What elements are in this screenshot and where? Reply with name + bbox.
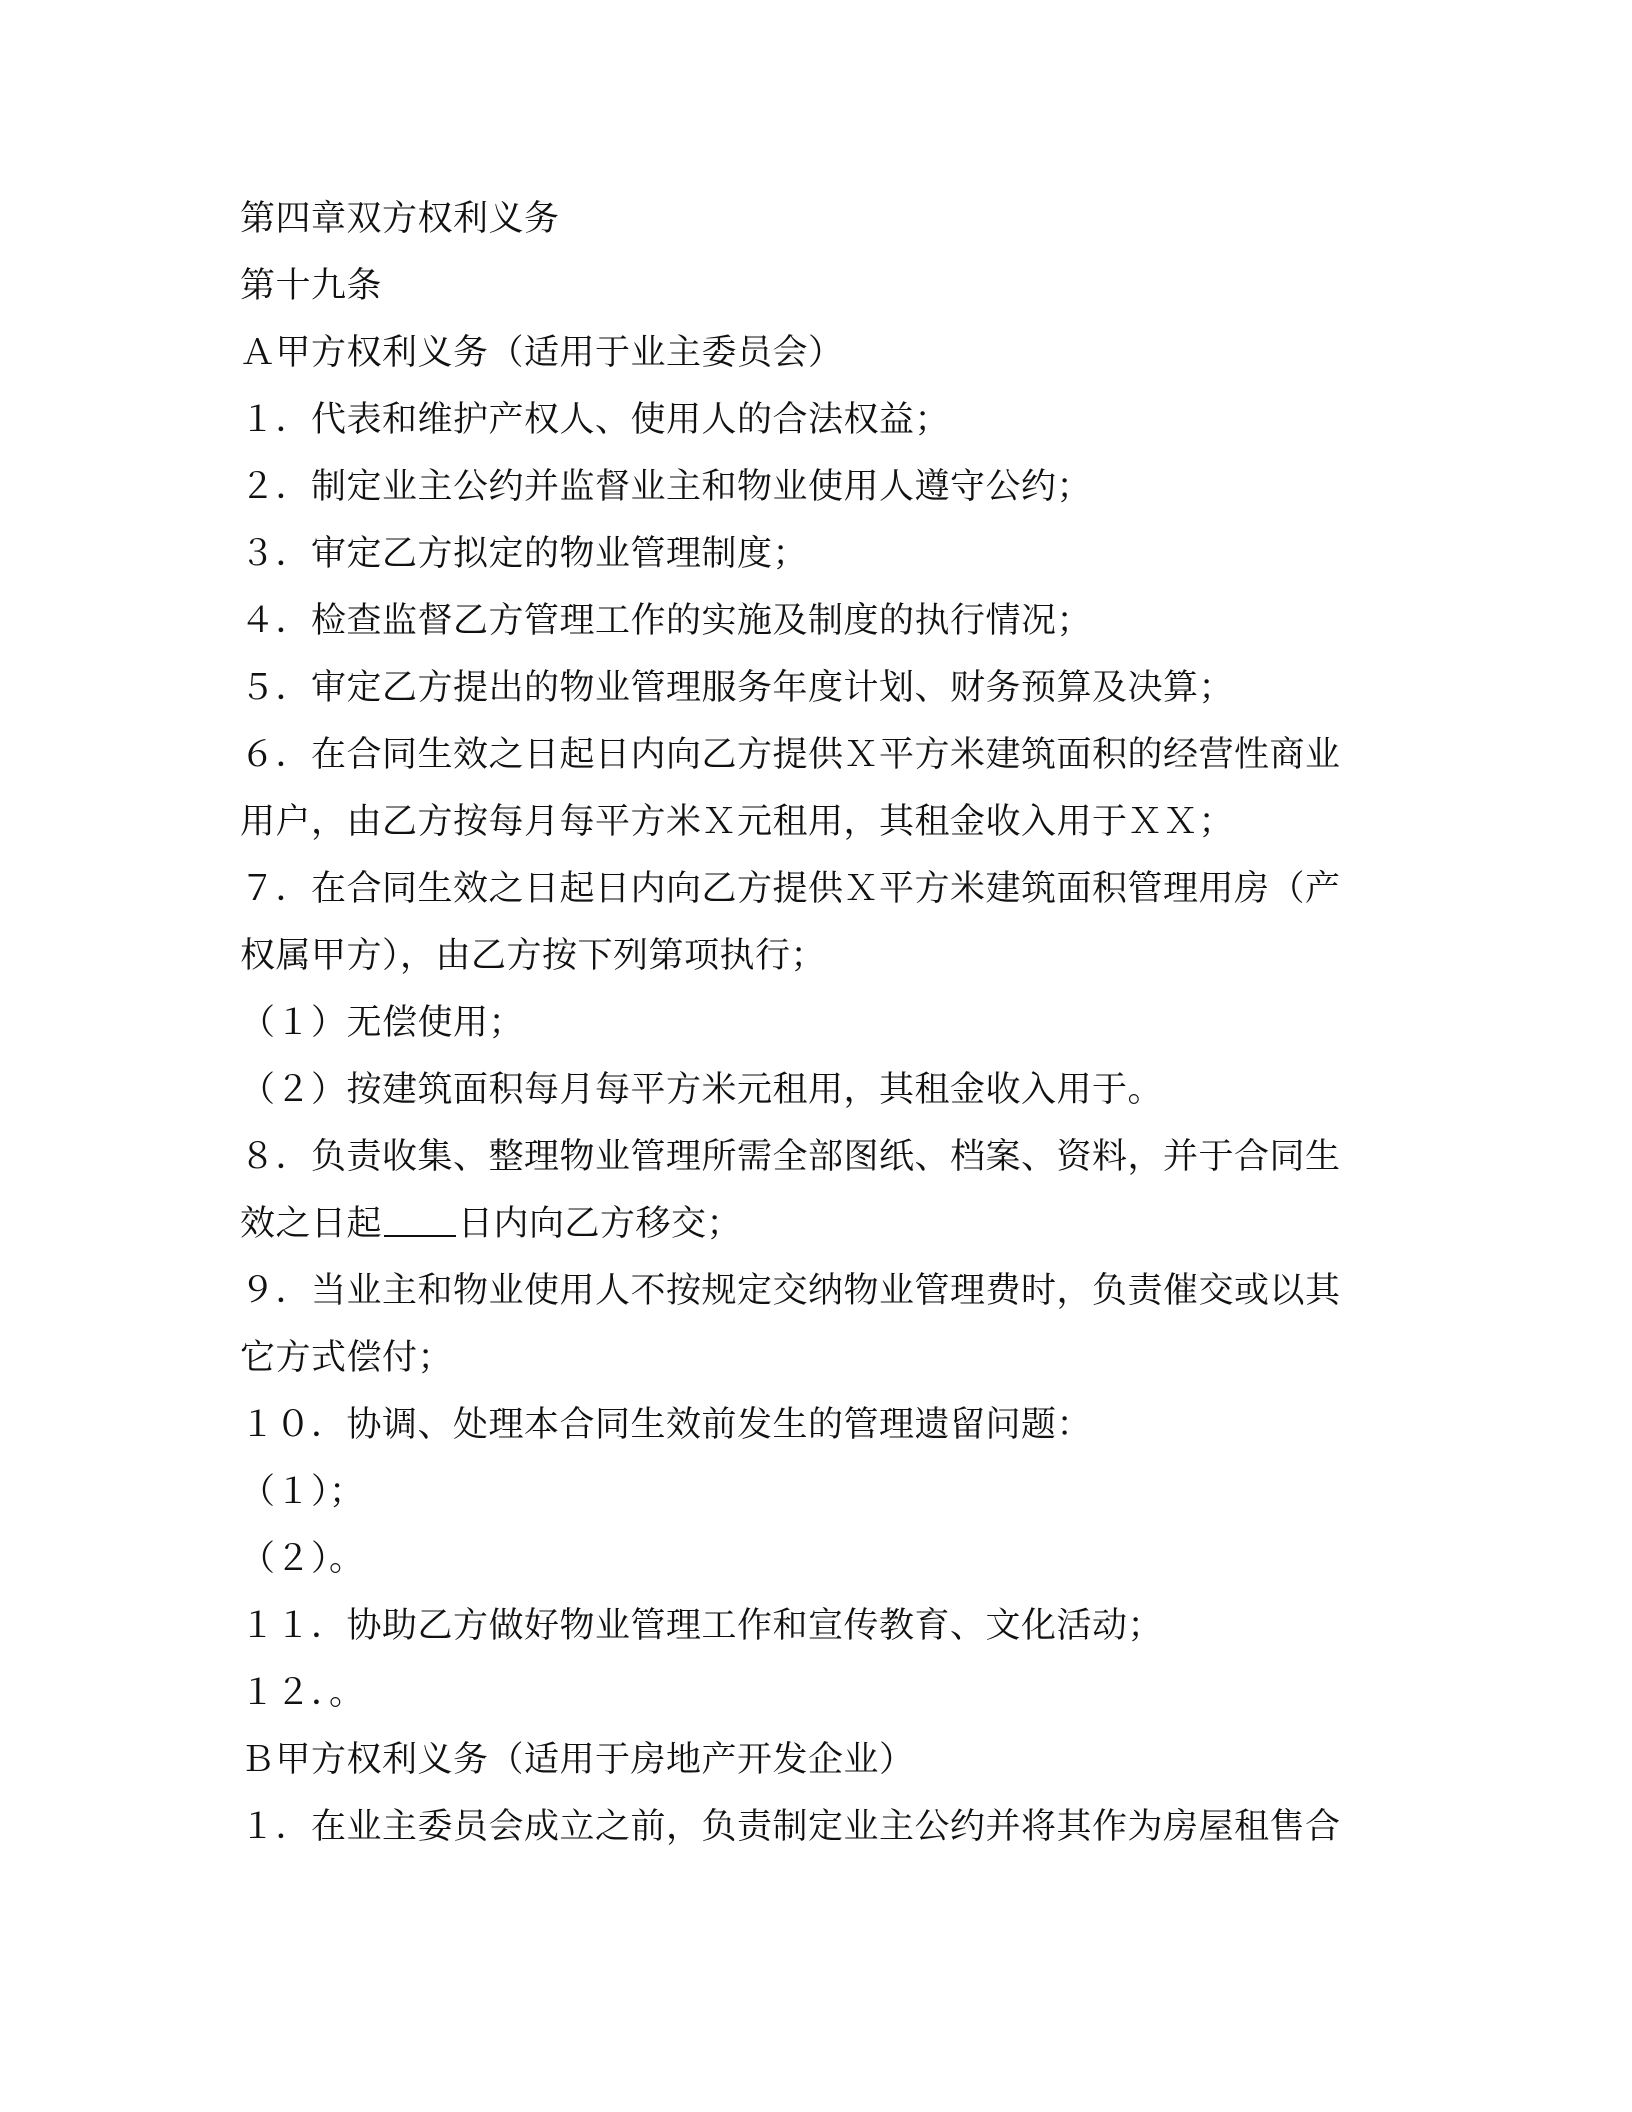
item-7-line-2: 权属甲方），由乙方按下列第项执行； [240, 936, 827, 976]
item-10-sub-1: （１）； [240, 1472, 365, 1512]
article-title: 第十九条 [240, 266, 383, 306]
item-11: １１．协助乙方做好物业管理工作和宣传教育、文化活动； [240, 1606, 1164, 1646]
item-8-line-2 [240, 1191, 1390, 1258]
list-item: ３．审定乙方拟定的物业管理制度； [240, 534, 809, 574]
list-item: ５．审定乙方提出的物业管理服务年度计划、财务预算及决算； [240, 668, 1235, 708]
fill-in-blank [384, 1205, 456, 1237]
section-b-item-1-line-1: １．在业主委员会成立之前，负责制定业主公约并将其作为房屋租售合 [240, 1807, 1341, 1847]
list-item: ２．制定业主公约并监督业主和物业使用人遵守公约； [240, 467, 1093, 507]
chapter-title: 第四章双方权利义务 [240, 199, 560, 239]
item-8-line-1: ８．负责收集、整理物业管理所需全部图纸、档案、资料，并于合同生 [240, 1137, 1341, 1177]
section-a-heading: Ａ甲方权利义务（适用于业主委员会） [240, 333, 844, 373]
list-item: １．代表和维护产权人、使用人的合法权益； [240, 400, 951, 440]
document-body [240, 186, 1390, 1861]
item-6-line-1: ６．在合同生效之日起日内向乙方提供Ｘ平方米建筑面积的经营性商业 [240, 735, 1341, 775]
item-10-sub-2: （２）。 [240, 1539, 365, 1579]
item-7-line-1: ７．在合同生效之日起日内向乙方提供Ｘ平方米建筑面积管理用房（产 [240, 869, 1341, 909]
item-12: １２．。 [240, 1673, 365, 1713]
item-10: １０．协调、处理本合同生效前发生的管理遗留问题： [240, 1405, 1093, 1445]
item-7-sub-2: （２）按建筑面积每月每平方米元租用，其租金收入用于。 [240, 1070, 1164, 1110]
section-b-heading: Ｂ甲方权利义务（适用于房地产开发企业） [240, 1740, 915, 1780]
item-8-text-after-blank: 日内向乙方移交； [458, 1204, 743, 1244]
item-6-line-2: 用户，由乙方按每月每平方米Ｘ元租用，其租金收入用于ＸＸ； [240, 802, 1235, 842]
item-9-line-1: ９．当业主和物业使用人不按规定交纳物业管理费时，负责催交或以其 [240, 1271, 1341, 1311]
item-8-text-before-blank: 效之日起 [240, 1204, 383, 1244]
item-7-sub-1: （１）无偿使用； [240, 1003, 525, 1043]
item-9-line-2: 它方式偿付； [240, 1338, 454, 1378]
list-item: ４．检查监督乙方管理工作的实施及制度的执行情况； [240, 601, 1093, 641]
